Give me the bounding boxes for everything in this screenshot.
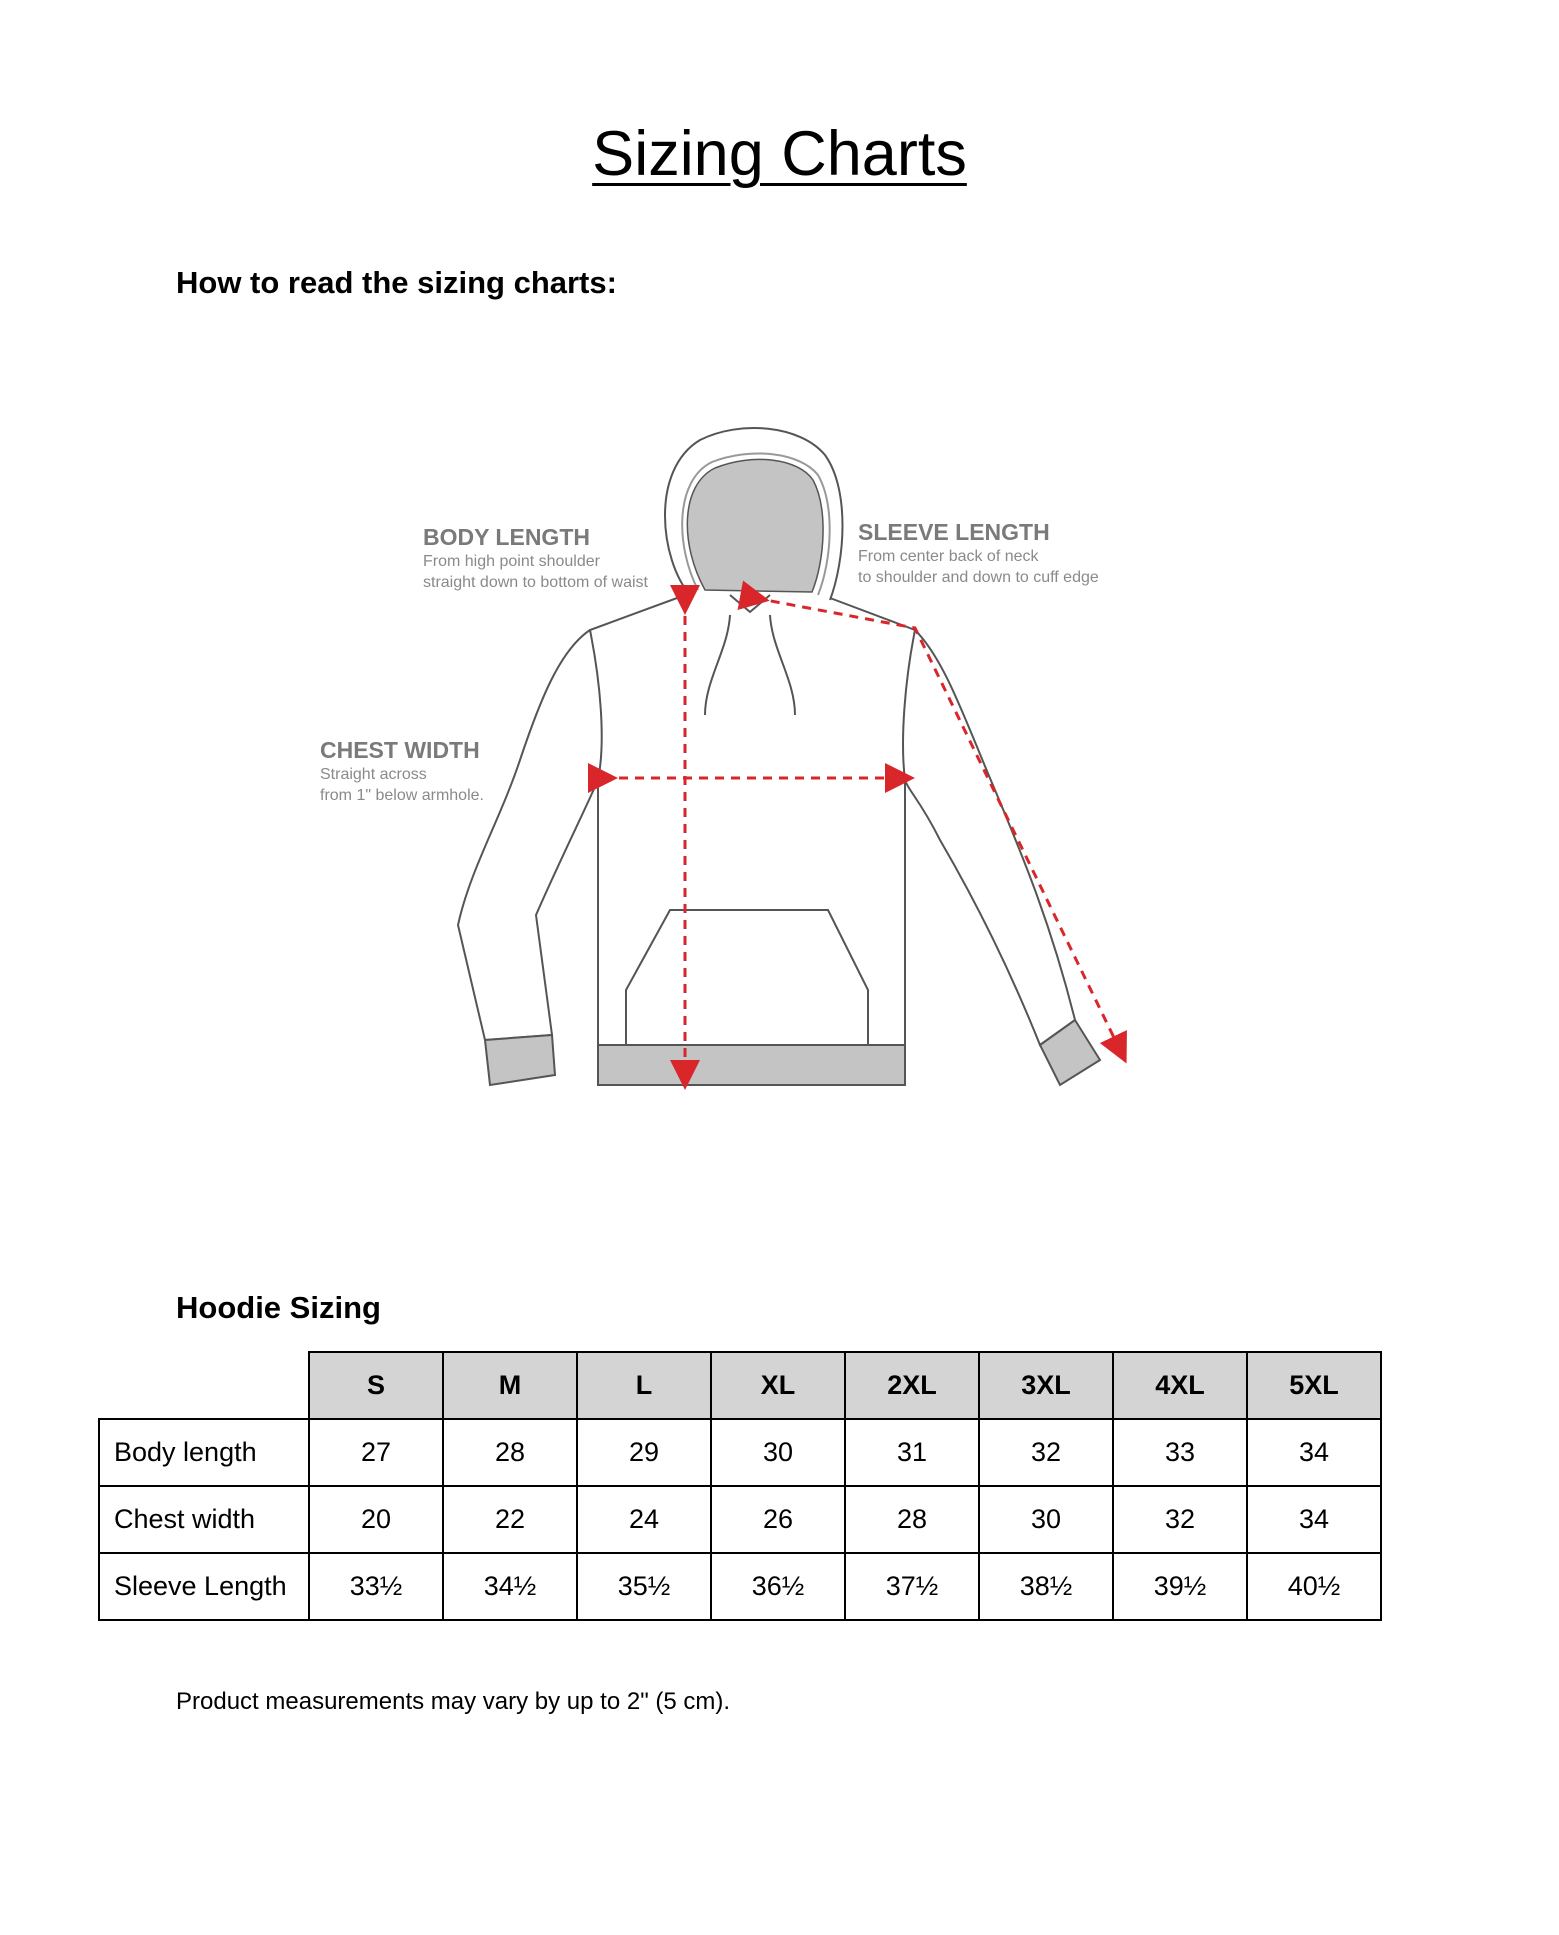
left-sleeve — [458, 630, 598, 1040]
right-cuff — [1040, 1020, 1100, 1085]
table-cell: 32 — [979, 1419, 1113, 1486]
table-cell: 34 — [1247, 1486, 1381, 1553]
table-cell: 31 — [845, 1419, 979, 1486]
body-length-desc-1: From high point shoulder — [423, 553, 600, 570]
size-header: XL — [711, 1352, 845, 1419]
drawstring-left — [705, 615, 730, 715]
table-cell: 28 — [845, 1486, 979, 1553]
hood-lining — [687, 459, 823, 592]
table-row — [99, 1553, 1381, 1620]
table-cell: 26 — [711, 1486, 845, 1553]
chest-width-desc-2: from 1" below armhole. — [320, 787, 484, 804]
table-cell: 24 — [577, 1486, 711, 1553]
table-corner — [99, 1352, 309, 1419]
table-row — [99, 1486, 1381, 1553]
body-length-label: BODY LENGTH — [423, 524, 590, 550]
table-cell: 30 — [711, 1419, 845, 1486]
measurement-note: Product measurements may vary by up to 2" (5 cm). — [176, 1688, 731, 1715]
table-cell: 30 — [979, 1486, 1113, 1553]
size-header: 5XL — [1247, 1352, 1381, 1419]
table-cell: 28 — [443, 1419, 577, 1486]
waistband — [598, 1045, 905, 1085]
size-header: M — [443, 1352, 577, 1419]
sleeve-length-label: SLEEVE LENGTH — [858, 519, 1050, 545]
table-cell: 39½ — [1113, 1553, 1247, 1620]
sleeve-length-desc-1: From center back of neck — [858, 548, 1039, 565]
table-cell: 32 — [1113, 1486, 1247, 1553]
hoodie-size-table — [98, 1351, 1382, 1621]
table-cell: 35½ — [577, 1553, 711, 1620]
left-cuff — [485, 1035, 555, 1085]
table-cell: 27 — [309, 1419, 443, 1486]
page-title: Sizing Charts — [592, 119, 967, 189]
hoodie-diagram — [300, 415, 1160, 1115]
table-cell: 34 — [1247, 1419, 1381, 1486]
chest-width-label: CHEST WIDTH — [320, 737, 480, 763]
table-heading: Hoodie Sizing — [176, 1290, 381, 1325]
size-header: S — [309, 1352, 443, 1419]
table-cell: 38½ — [979, 1553, 1113, 1620]
table-cell: 34½ — [443, 1553, 577, 1620]
sleeve-length-desc-2: to shoulder and down to cuff edge — [858, 569, 1099, 586]
size-header: L — [577, 1352, 711, 1419]
kangaroo-pocket — [626, 910, 868, 1045]
table-cell: 20 — [309, 1486, 443, 1553]
row-label: Chest width — [99, 1486, 309, 1553]
table-cell: 22 — [443, 1486, 577, 1553]
right-sleeve — [905, 630, 1075, 1045]
chest-width-desc-1: Straight across — [320, 766, 427, 783]
intro-heading: How to read the sizing charts: — [176, 265, 617, 300]
body-outline — [590, 594, 915, 1045]
table-cell: 33½ — [309, 1553, 443, 1620]
table-cell: 33 — [1113, 1419, 1247, 1486]
table-cell: 40½ — [1247, 1553, 1381, 1620]
table-row — [99, 1419, 1381, 1486]
table-cell: 36½ — [711, 1553, 845, 1620]
row-label: Body length — [99, 1419, 309, 1486]
drawstring-right — [770, 615, 795, 715]
size-header: 3XL — [979, 1352, 1113, 1419]
row-label: Sleeve Length — [99, 1553, 309, 1620]
table-cell: 29 — [577, 1419, 711, 1486]
size-header: 4XL — [1113, 1352, 1247, 1419]
size-header: 2XL — [845, 1352, 979, 1419]
table-cell: 37½ — [845, 1553, 979, 1620]
body-length-desc-2: straight down to bottom of waist — [423, 574, 648, 591]
size-header-row — [99, 1352, 1381, 1419]
